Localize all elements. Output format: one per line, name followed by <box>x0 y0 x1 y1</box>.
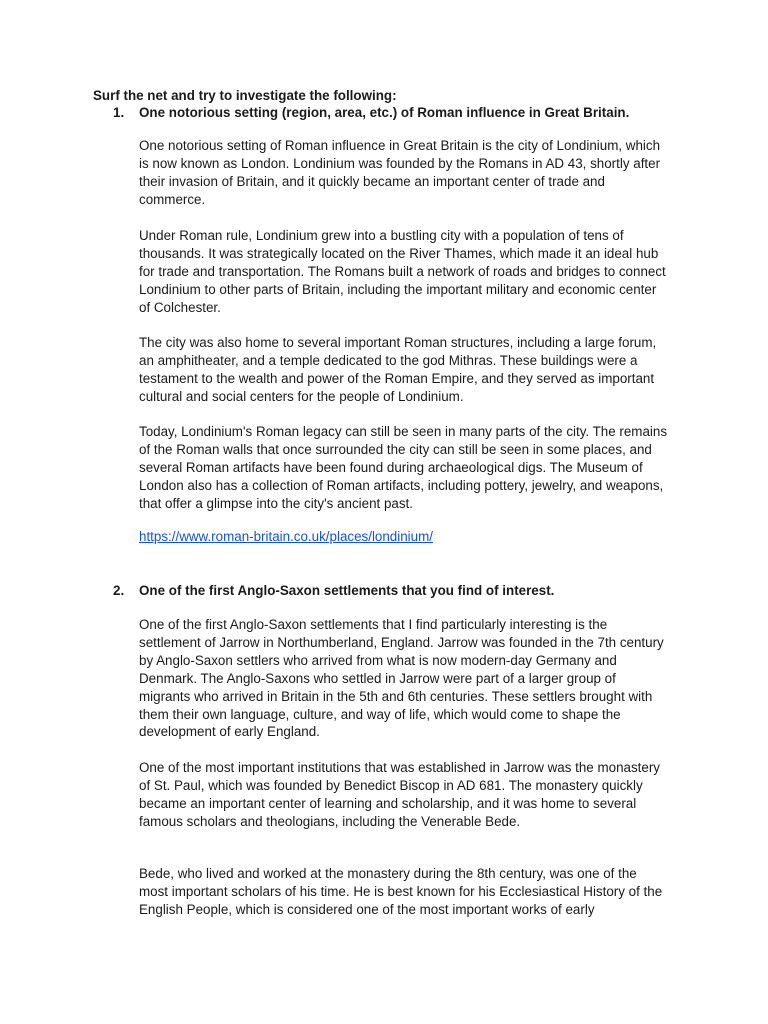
paragraph: One of the first Anglo-Saxon settlements that I find particularly interesting is the settlement of Jarrow in Northumberland, England. Jarrow was founded in the 7th century by Anglo-Saxon settlers who arrived from what is now modern-day Germany and Denmark. The Anglo-Saxons who settled in Jarrow were part of a larger group of migrants who arrived in Britain in the 5th and 6th centuries. These settlers brought with them their own language, culture, and way of life, which would come to shape the development of early England. <box>139 617 664 740</box>
item-title: One of the first Anglo-Saxon settlements that you find of interest. <box>139 583 555 598</box>
item-number-text: 2. <box>113 583 125 598</box>
intro-heading: Surf the net and try to investigate the following: <box>93 88 397 103</box>
paragraph: Under Roman rule, Londinium grew into a bustling city with a population of tens of thousands. It was strategically located on the River Thames, which made it an ideal hub for trade and transportation. The Romans built a network of roads and bridges to connect Londinium to other parts of Britain, including the important military and economic center of Colchester. <box>139 228 666 315</box>
item-number <box>93 104 139 121</box>
item-heading <box>93 104 673 121</box>
item-title: One notorious setting (region, area, etc.) of Roman influence in Great Britain. <box>139 105 630 120</box>
list-item-1 <box>93 104 673 121</box>
item-heading <box>93 582 673 599</box>
paragraph: One of the most important institutions that was established in Jarrow was the monastery of St. Paul, which was founded by Benedict Biscop in AD 681. The monastery quickly became an important center of learning and scholarship, and it was home to several famous scholars and theologians, including the Venerable Bede. <box>139 760 660 829</box>
list-item-2 <box>93 582 673 599</box>
reference-link[interactable]: https://www.roman-britain.co.uk/places/londinium/ <box>139 529 433 544</box>
paragraph: The city was also home to several important Roman structures, including a large forum, an amphitheater, and a temple dedicated to the god Mithras. These buildings were a testament to the wealth and power of the Roman Empire, and they served as important cultural and social centers for the people of Londinium. <box>139 335 657 404</box>
item-number-text: 1. <box>113 105 125 120</box>
paragraph: One notorious setting of Roman influence in Great Britain is the city of Londinium, which is now known as London. Londinium was founded by the Romans in AD 43, shortly after their invasion of Britain, and it quickly became an important center of trade and commerce. <box>139 138 661 207</box>
link-line <box>139 528 669 546</box>
item-number <box>93 582 139 599</box>
paragraph: Bede, who lived and worked at the monastery during the 8th century, was one of the most important scholars of his time. He is best known for his Ecclesiastical History of the English People, which is considered one of the most important works of early <box>139 866 663 917</box>
paragraph: Today, Londinium's Roman legacy can still be seen in many parts of the city. The remains of the Roman walls that once surrounded the city can still be seen in some places, and several Roman artifacts have been found during archaeological digs. The Museum of London also has a collection of Roman artifacts, including pottery, jewelry, and weapons, that offer a glimpse into the city's ancient past. <box>139 424 668 511</box>
